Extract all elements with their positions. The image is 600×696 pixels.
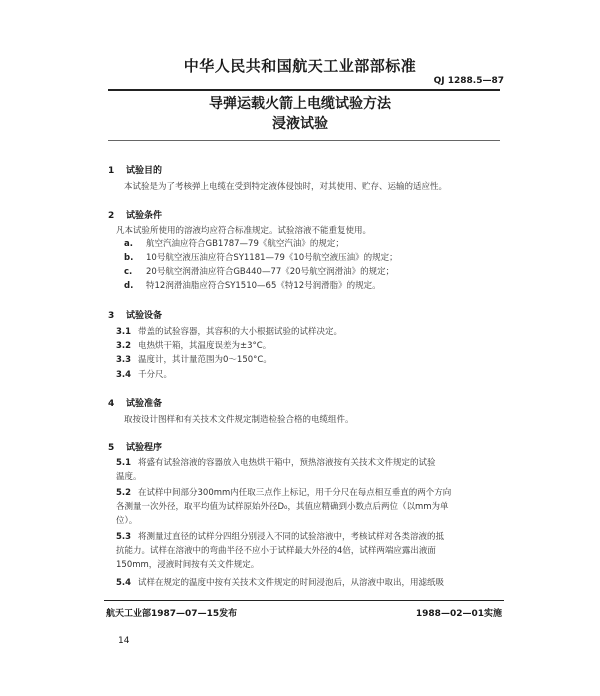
section-number: 5 xyxy=(108,443,115,453)
section-2-heading xyxy=(108,208,162,221)
paragraph-5-2: 5.2 在试样中间部分300mm内任取三点作上标记，用千分尺在每点相互垂直的两个方向 各测量一次外径，取平均值为试样原始外径D₀，其值应精确到小数点后两位（以mm为单 位）。 xyxy=(116,488,452,526)
standard-header-title: 中华人民共和国航天工业部部标准 xyxy=(183,57,417,75)
paragraph-5-1: 5.1 将盛有试验溶液的容器放入电热烘干箱中，预热溶液按有关技术文件规定的试验 温度。 xyxy=(116,458,436,482)
section-1-text: 本试验是为了考核弹上电缆在受到特定液体侵蚀时，对其使用、贮存、运输的适应性。 xyxy=(124,182,448,192)
title-divider xyxy=(108,140,500,141)
section-5-heading xyxy=(108,440,162,453)
section-2-intro: 凡本试验所使用的溶液均应符合标准规定。试验溶液不能重复使用。 xyxy=(116,226,372,236)
standard-code: QJ 1288.5—87 xyxy=(433,76,504,86)
section-number: 3 xyxy=(108,311,115,321)
document-title-line1: 导弹运载火箭上电缆试验方法 xyxy=(209,96,391,112)
section-number: 4 xyxy=(108,399,115,409)
list-item: d. 特12润滑油脂应符合SY1510—65《特12号润滑脂》的规定。 xyxy=(124,281,381,291)
section-number: 1 xyxy=(108,166,115,176)
list-item: 3.3 温度计，其计量范围为0～150°C。 xyxy=(116,355,272,365)
list-item: a. 航空汽油应符合GB1787—79《航空汽油》的规定； xyxy=(124,239,344,249)
list-item: 3.2 电热烘干箱，其温度误差为±3°C。 xyxy=(116,341,272,351)
section-title: 试验设备 xyxy=(126,311,163,321)
list-item: 3.4 千分尺。 xyxy=(116,370,173,380)
list-item: b. 10号航空液压油应符合SY1181—79《10号航空液压油》的规定； xyxy=(124,253,398,263)
section-title: 试验条件 xyxy=(126,211,163,221)
paragraph-5-4: 5.4 试样在规定的温度中按有关技术文件规定的时间浸泡后，从溶液中取出，用滤纸吸 xyxy=(116,578,445,588)
header-divider xyxy=(108,89,500,91)
paragraph-5-3: 5.3 将测量过直径的试样分四组分别浸入不同的试验溶液中，考核试样对各类溶液的抵 抗能力。试样在溶液中的弯曲半径不应小于试样最大外径的4倍，试样两端应露出液面 150mm，浸液时间按有关文件规定。 xyxy=(116,532,445,570)
section-number: 2 xyxy=(108,211,115,221)
issue-date: 航天工业部1987—07—15发布 xyxy=(106,609,238,619)
page-number: 14 xyxy=(118,636,130,646)
section-title: 试验目的 xyxy=(126,166,163,176)
section-4-text: 取按设计图样和有关技术文件规定制造检验合格的电缆组件。 xyxy=(124,415,354,425)
document-title xyxy=(0,94,600,134)
effective-date: 1988—02—01实施 xyxy=(415,609,502,619)
footer-divider xyxy=(104,600,504,601)
section-1-heading xyxy=(108,163,162,176)
section-4-heading xyxy=(108,396,162,409)
section-3-heading xyxy=(108,308,162,321)
list-item: c. 20号航空润滑油应符合GB440—77《20号航空润滑油》的规定； xyxy=(124,267,395,277)
section-title: 试验程序 xyxy=(126,443,163,453)
document-title-line2: 浸液试验 xyxy=(272,116,328,132)
section-title: 试验准备 xyxy=(126,399,163,409)
list-item: 3.1 带盖的试验容器，其容积的大小根据试验的试样决定。 xyxy=(116,327,343,337)
